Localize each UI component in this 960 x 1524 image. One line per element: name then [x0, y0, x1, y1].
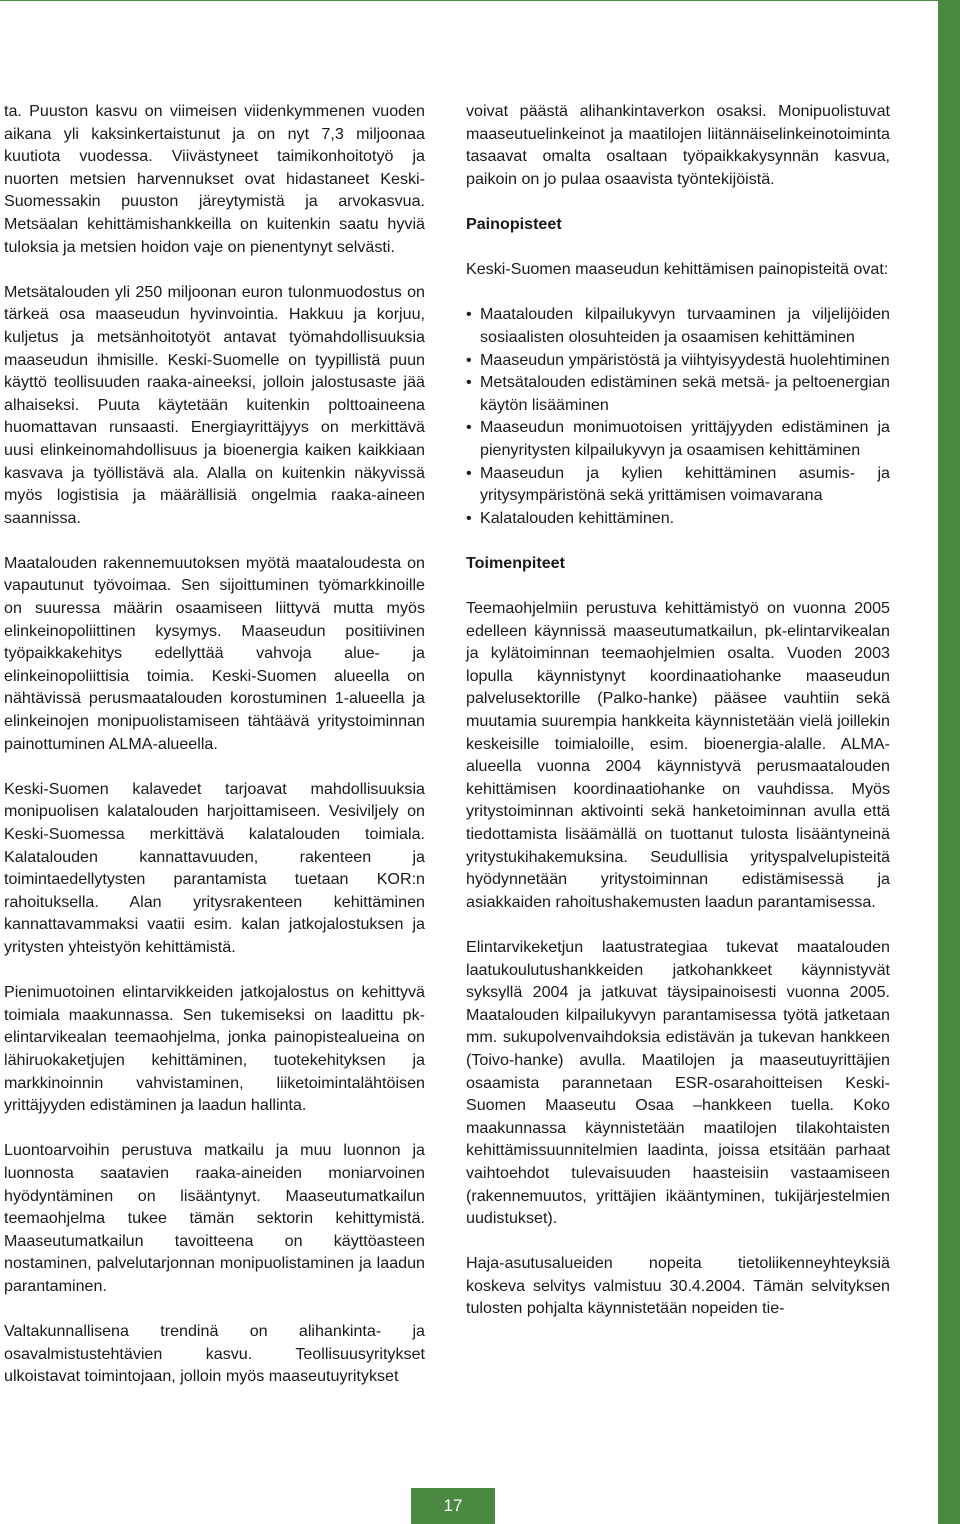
list-item: • Maaseudun monimuotoisen yrittäjyyden edistäminen ja pienyritysten kilpailukyvyn ja osaamisen kehittäminen — [466, 418, 890, 459]
top-rule — [0, 0, 938, 1]
paragraph-agriculture-change: Maatalouden rakennemuutoksen myötä maataloudesta on vapautunut työvoimaa. Sen sijoittuminen työmarkkinoille on suuressa määrin osaamiseen liittyvä mutta myös elinkeinopoliittinen kysymys. Maaseudun positiivinen työpaikkakehitys edellyttää vahvoja alue- ja elinkeinopoliittisia toimia. Keski-Suomen alueella on nähtävissä perusmaatalouden korostuminen 1-alueella ja elinkeinojen monipuolistamiseen tähtäävä yritystoiminnan painottuminen ALMA-alueella. — [4, 553, 425, 753]
bullet-icon: • — [466, 350, 472, 369]
paragraph-nature-tourism: Luontoarvoihin perustuva matkailu ja muu luonnon ja luonnosta saatavien raaka-aineiden moniarvoinen hyödyntäminen on lisääntynyt. Maaseutumatkailun teemaohjelma tukee tämän sektorin kehittymistä. Maaseutumatkailun tavoitteena on käyttöasteen nostaminen, palvelutarjonnan monipuolistaminen ja laadun parantaminen. — [4, 1141, 425, 1295]
bullet-icon: • — [466, 373, 472, 392]
paragraph-food-processing: Pienimuotoinen elintarvikkeiden jatkojalostus on kehittyvä toimiala maakunnassa. Sen tukemiseksi on laadittu pk-elintarvikealan teemaohjelma, jonka painopistealueina on lähiruokaketjujen kehittäminen, tuotekehityksen ja markkinoinnin vahvistaminen, liiketoimintalähtöisen yrittäjyyden edistäminen ja laadun hallinta. — [4, 983, 425, 1115]
paragraph-broadband-survey: Haja-asutusalueiden nopeita tietoliikenneyhteyksiä koskeva selvitys valmistuu 30.4.2004. Tämän selvityksen tulosten pohjalta käynnistetään nopeiden tie- — [466, 1254, 890, 1318]
right-column — [466, 100, 890, 1343]
list-item: • Maatalouden kilpailukyvyn turvaaminen ja viljelijöiden sosiaalisten olosuhteiden ja osaamisen kehittäminen — [466, 305, 890, 346]
priorities-list — [466, 303, 890, 529]
paragraph-forestry-income: Metsätalouden yli 250 miljoonan euron tulonmuodostus on tärkeä osa maaseudun hyvinvointia. Hakkuu ja korjuu, kuljetus ja metsänhoitotyöt antavat työmahdollisuuksia maaseudun ihmisille. Keski-Suomelle on tyypillistä puun käyttö teollisuuden raaka-aineeksi, jolloin jalostusaste jää alhaiseksi. Puuta käytetään kuitenkin polttoaineena huomattavan runsaasti. Energiayrittäjyys on merkittävä uusi elinkeinomahdollisuus ja bioenergia kaiken kaikkiaan kasvava ja työllistävä ala. Alalla on kuitenkin näkyvissä myös logistisia ja määrällisiä ongelmia raaka-aineen saannissa. — [4, 282, 425, 527]
heading-toimenpiteet: Toimenpiteet — [466, 553, 565, 572]
paragraph-forestry-growth: ta. Puuston kasvu on viimeisen viidenkymmenen vuoden aikana yli kaksinkertaistunut ja on nyt 7,3 miljoonaa kuutiota vuodessa. Viivästyneet taimikonhoitotyö ja nuorten metsien harvennukset ovat hidastaneet Keski-Suomessakin puuston järeytymistä ja arvokasvua. Metsäalan kehittämishankkeilla on kuitenkin saatu hyviä tuloksia ja metsien hoidon vaje on pienentynyt selvästi. — [4, 102, 425, 256]
list-item: • Kalatalouden kehittäminen. — [466, 507, 890, 530]
bullet-icon: • — [466, 305, 472, 324]
paragraph-food-chain-quality: Elintarvikeketjun laatustrategiaa tukevat maatalouden laatukoulutushankkeiden jatkohankkeet käynnistyvät syksyllä 2004 ja jatkuvat täysipainoisesti vuonna 2005. Maatalouden kilpailukyvyn parantamisessa työtä jatketaan mm. sukupolvenvaihdoksia edistävän ja tukevan hankkeen (Toivo-hanke) avulla. Maatilojen ja maaseutuyrittäjien osaamista parannetaan ESR-osarahoitteisen Keski-Suomen Maaseutu Osaa –hankkeen tuella. Koko maakunnassa käynnistetään maatilojen tilakohtaisten kehittämissuunnitelmien laadinta, joissa etsitään parhaat vaihtoehdot tulevaisuuden haasteisiin vastaamiseen (rakennemuutos, yrittäjien ikääntyminen, tukijärjestelmien uudistukset). — [466, 937, 890, 1228]
bullet-icon: • — [466, 418, 472, 437]
bullet-icon: • — [466, 508, 472, 527]
side-color-bar — [938, 0, 960, 1524]
page-number: 17 — [411, 1488, 495, 1524]
list-item: • Maaseudun ja kylien kehittäminen asumis- ja yritysympäristönä sekä yrittämisen voimavarana — [466, 463, 890, 505]
paragraph-priorities-intro: Keski-Suomen maaseudun kehittämisen painopisteitä ovat: — [466, 260, 889, 279]
bullet-icon: • — [466, 463, 472, 482]
left-column — [4, 100, 425, 1410]
paragraph-intro-continuation: voivat päästä alihankintaverkon osaksi. Monipuolistuvat maaseutuelinkeinot ja maatilojen liitännäiselinkeinotoiminta tasaavat omalta osaltaan työpaikkakysynnän kasvua, paikoin on jo pulaa osaavista työntekijöistä. — [466, 102, 890, 188]
paragraph-subcontracting: Valtakunnallisena trendinä on alihankinta- ja osavalmistustehtävien kasvu. Teollisuusyritykset ulkoistavat toimintojaan, jolloin myös maaseutuyritykset — [4, 1322, 425, 1386]
heading-painopisteet: Painopisteet — [466, 214, 562, 233]
paragraph-fisheries: Keski-Suomen kalavedet tarjoavat mahdollisuuksia monipuolisen kalatalouden harjoittamiseen. Vesiviljely on Keski-Suomessa merkittävä kalatalouden toimiala. Kalatalouden kannattavuuden, rakenteen ja toimintaedellytysten parantamista tuetaan KOR:n rahoituksella. Alan yritysrakenteen kehittäminen kannattavammaksi vaatii esim. kalan jatkojalostuksen ja yritysten yhteistyön kehittämistä. — [4, 779, 425, 956]
list-item: • Maaseudun ympäristöstä ja viihtyisyydestä huolehtiminen — [466, 349, 890, 372]
list-item: • Metsätalouden edistäminen sekä metsä- ja peltoenergian käytön lisääminen — [466, 373, 890, 414]
paragraph-theme-programs: Teemaohjelmiin perustuva kehittämistyö on vuonna 2005 edelleen käynnissä maaseutumatkailun, pk-elintarvikealan ja kylätoiminnan teemaohjelmien osalta. Vuoden 2003 lopulla käynnistynyt koordinaatiohanke maaseudun palvelusektorille (Palko-hanke) pääsee vauhtiin sekä muutamia suurempia hankkeita käynnistetään vielä joillekin keskeisille toimialoille, esim. bioenergia-alalle. ALMA-alueella vuonna 2004 käynnistyvä perusmaatalouden kehittämisen koordinaatiohanke on vauhdissa. Myös yritystoiminnan aktivointi sekä hanketoiminnan avulla että tiedottamista lisäämällä on tuottanut tulosta lisääntyneinä yritystukihakemuksina. Seudullisia yrityspalvelupisteitä hyödynnetään yritystoiminnan edistämisessä ja asiakkaiden rahoitushakemusten laadun parantamisessa. — [466, 599, 890, 911]
